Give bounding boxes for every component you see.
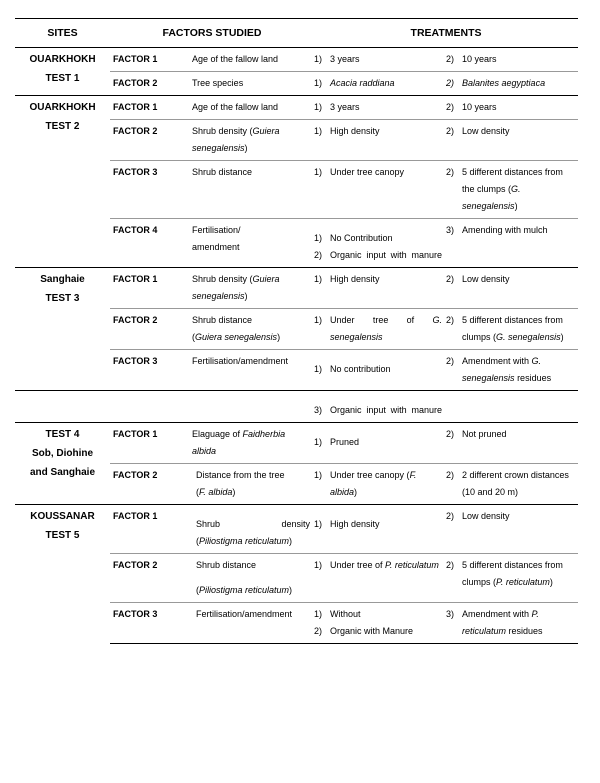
treatment-2: 2) 5 different distances from clumps (G. senegalensis) xyxy=(446,309,578,350)
factor-label-empty xyxy=(110,391,192,423)
factor-description: Shrub density (Guiera senegalensis) xyxy=(192,120,314,161)
factor-label: FACTOR 3 xyxy=(110,161,192,219)
treatment-2: 2) 10 years xyxy=(446,96,578,120)
site-name: Sob, Diohine xyxy=(31,448,94,459)
factor-label: FACTOR 3 xyxy=(110,350,192,391)
treatment-1: 1) Under tree canopy xyxy=(314,161,446,219)
treatment-1: 1) Under tree canopy (F. albida) xyxy=(314,464,446,505)
factor-description: Fertilisation/ amendment xyxy=(192,219,314,268)
factor-label: FACTOR 2 xyxy=(110,120,192,161)
treatment-1: 1) 3 years xyxy=(314,96,446,120)
site-name: Sanghaie xyxy=(40,274,85,285)
factor-label: FACTOR 2 xyxy=(110,72,192,96)
factor-label: FACTOR 1 xyxy=(110,48,192,72)
site-test: TEST 1 xyxy=(45,73,80,84)
factor-label: FACTOR 1 xyxy=(110,96,192,120)
treatment-2: 2) Not pruned xyxy=(446,423,578,464)
treatment-2: 2) 5 different distances from the clumps (G. senegalensis) xyxy=(446,161,578,219)
site-cell xyxy=(15,268,110,391)
factor-description: Shrub density (Guiera senegalensis) xyxy=(192,268,314,309)
treatment-2: 2) Low density xyxy=(446,505,578,554)
treatment-1: 3) Organic input with manure xyxy=(314,391,446,423)
treatment-1: 1) High density xyxy=(314,120,446,161)
site-cell-empty xyxy=(15,391,110,423)
table-header-row xyxy=(15,19,578,48)
factor-description-empty xyxy=(192,391,314,423)
treatment-1: 1) Under tree of P. reticulatum xyxy=(314,554,446,603)
treatment-1: 1) Under tree of G. senegalensis xyxy=(314,309,446,350)
header-sites: SITES xyxy=(15,19,110,48)
site-name: OUARKHOKH xyxy=(29,102,96,113)
factor-description: Distance from the tree (F. albida) xyxy=(192,464,314,505)
site-test: TEST 2 xyxy=(45,121,80,132)
treatment-2: 2) Low density xyxy=(446,120,578,161)
site-name: KOUSSANAR xyxy=(30,511,95,522)
factor-description: Age of the fallow land xyxy=(192,48,314,72)
site-test: TEST 4 xyxy=(45,429,80,440)
factor-description: Shrub distance (Piliostigma reticulatum) xyxy=(192,554,314,603)
table-row xyxy=(15,505,578,554)
table-row xyxy=(15,268,578,309)
treatment-1: 1) No contribution xyxy=(314,350,446,391)
treatment-2: 2) 5 different distances from clumps (P. reticulatum) xyxy=(446,554,578,603)
factor-description: Tree species xyxy=(192,72,314,96)
site-test: TEST 5 xyxy=(45,530,80,541)
site-test: TEST 3 xyxy=(45,293,80,304)
factor-label: FACTOR 4 xyxy=(110,219,192,268)
site-name: OUARKHOKH xyxy=(29,54,96,65)
factor-description: Shrub distance xyxy=(192,161,314,219)
header-treatments: TREATMENTS xyxy=(314,19,578,48)
site-cell xyxy=(15,48,110,96)
factor-label: FACTOR 1 xyxy=(110,423,192,464)
experimental-design-table xyxy=(15,18,578,644)
factor-label: FACTOR 1 xyxy=(110,505,192,554)
treatment-2: 3) Amending with mulch xyxy=(446,219,578,268)
table-row xyxy=(15,96,578,120)
factor-label: FACTOR 2 xyxy=(110,554,192,603)
treatment-1: 1) High density xyxy=(314,268,446,309)
treatment-1: 1) No Contribution 2) Organic input with manure xyxy=(314,219,446,268)
treatment-2-empty xyxy=(446,391,578,423)
factor-description: Shrub density (Piliostigma reticulatum) xyxy=(192,505,314,554)
treatment-1: 1) 3 years xyxy=(314,48,446,72)
treatment-2: 3) Amendment with P. reticulatum residues xyxy=(446,603,578,644)
treatment-2: 2) Amendment with G. senegalensis residues xyxy=(446,350,578,391)
site-cell xyxy=(15,505,110,644)
factor-description: Fertilisation/amendment xyxy=(192,350,314,391)
site-name: and Sanghaie xyxy=(29,467,95,478)
factor-label: FACTOR 3 xyxy=(110,603,192,644)
factor-label: FACTOR 1 xyxy=(110,268,192,309)
site-cell xyxy=(15,96,110,268)
treatment-2: 2) Balanites aegyptiaca xyxy=(446,72,578,96)
treatment-1: 1) Pruned xyxy=(314,423,446,464)
site-cell xyxy=(15,423,110,505)
factor-description: Age of the fallow land xyxy=(192,96,314,120)
factor-label: FACTOR 2 xyxy=(110,464,192,505)
treatment-1: 1) High density xyxy=(314,505,446,554)
treatment-1: 1) Acacia raddiana xyxy=(314,72,446,96)
treatment-2: 2) 2 different crown distances (10 and 20 m) xyxy=(446,464,578,505)
table-row xyxy=(15,48,578,72)
factor-label: FACTOR 2 xyxy=(110,309,192,350)
factor-description: Shrub distance (Guiera senegalensis) xyxy=(192,309,314,350)
factor-description: Elaguage of Faidherbia albida xyxy=(192,423,314,464)
treatment-2: 2) Low density xyxy=(446,268,578,309)
table-row xyxy=(15,423,578,464)
factor-description: Fertilisation/amendment xyxy=(192,603,314,644)
table-row xyxy=(15,391,578,423)
treatment-1: 1) Without 2) Organic with Manure xyxy=(314,603,446,644)
header-factors: FACTORS STUDIED xyxy=(110,19,314,48)
treatment-2: 2) 10 years xyxy=(446,48,578,72)
